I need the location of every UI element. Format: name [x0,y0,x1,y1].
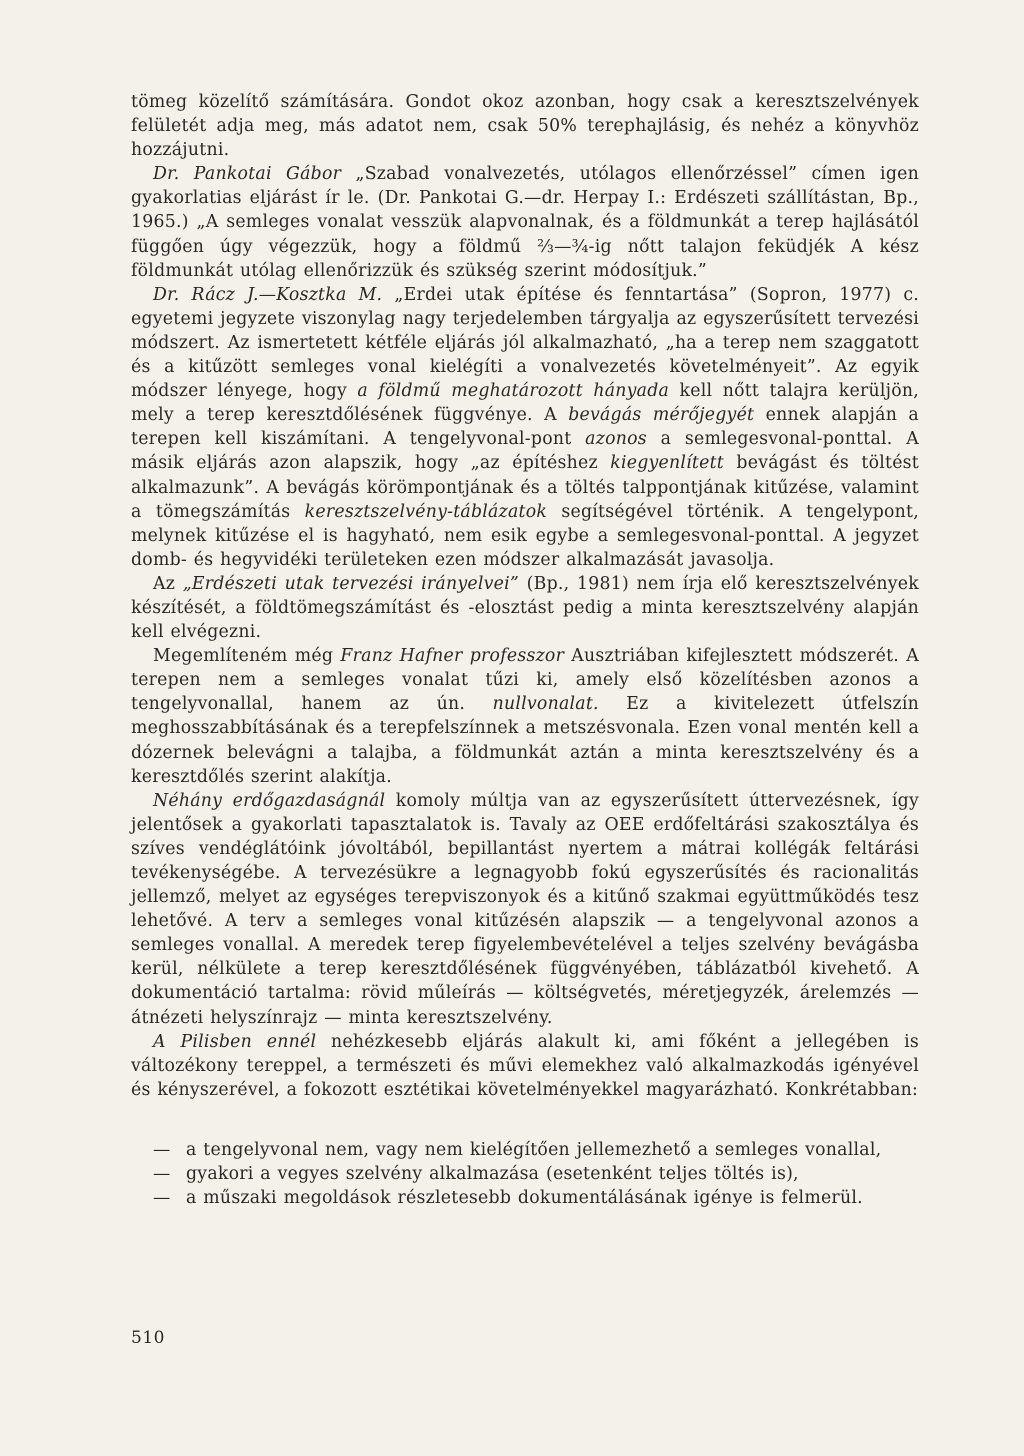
list-item [131,1138,919,1162]
paragraph: Megemlíteném még Franz Hafner professzor Ausztriában kifejlesztett módszerét. A terepen nem a semleges vonalat tűzi ki, amely első közelítésben azonos a tengelyvonallal, hanem az ún. nullvonalat. Ez a kivitelezett útfelszín meghosszabbításának és a terepfelszínnek a metszésvonala. Ezen vonal mentén kell a dózernek belevágni a talajba, a földmunkát aztán a minta keresztszelvény és a keresztdőlés szerint alakítja. [131,646,919,787]
list-item-text: a műszaki megoldások részletesebb dokumentálásának igénye is felmerül. [186,1188,863,1209]
page-number: 510 [131,1328,165,1348]
list-dash: — [153,1188,171,1209]
list-item [131,1162,919,1186]
paragraph: Az „Erdészeti utak tervezési irányelvei” (Bp., 1981) nem írja elő keresztszelvények készítését, a földtömegszámítást és -elosztást pedig a minta keresztszelvény alapján kell elvégezni. [131,573,920,643]
list-item [131,1186,919,1210]
body-text [131,90,919,1102]
paragraph: Dr. Pankotai Gábor „Szabad vonalvezetés, utólagos ellenőrzéssel” címen igen gyakorlatias eljárást ír le. (Dr. Pankotai G.—dr. Herpay I.: Erdészeti szállítástan, Bp., 1965.) „A semleges vonalat vesszük alapvonalnak, és a földmunkát a terep hajlásától függően úgy végezzük, hogy a földmű ⅔—¾-ig nőtt talajon feküdjék A kész földmunkát utólag ellenőrizzük és szükség szerint módosítjuk.” [131,164,920,281]
dash-list [131,1138,919,1210]
list-item-text: a tengelyvonal nem, vagy nem kielégítően jellemezhető a semleges vonallal, [186,1139,882,1160]
list-dash: — [153,1164,171,1185]
list-dash: — [153,1139,171,1160]
paragraph: tömeg közelítő számítására. Gondot okoz azonban, hogy csak a keresztszelvények felületét adja meg, más adatot nem, csak 50% terephajlásig, és nehéz a könyvhöz hozzájutni. [131,92,919,161]
list-item-text: gyakori a vegyes szelvény alkalmazása (esetenként teljes töltés is), [186,1164,799,1185]
paragraph: Dr. Rácz J.—Kosztka M. „Erdei utak építése és fenntartása” (Sopron, 1977) c. egyetemi jegyzete viszonylag nagy terjedelemben tárgyalja az egyszerűsített tervezési módszert. Az ismertetett kétféle eljárás jól alkalmazható, „ha a terep nem szaggatott és a kitűzött semleges vonal kielégíti a vonalvezetés követelményeit”. Az egyik módszer lényege, hogy a földmű meghatározott hányada kell nőtt talajra kerüljön, mely a terep keresztdőlésének függvénye. A bevágás mérőjegyét ennek alapján a terepen kell kiszámítani. A tengelyvonal-pont azonos a semlegesvonal-ponttal. A másik eljárás azon alapszik, hogy „az építéshez kiegyenlített bevágást és töltést alkalmazunk”. A bevágás körömpontjának és a töltés talppontjának kitűzése, valamint a tömegszámítás keresztszelvény-táblázatok segítségével történik. A tengelypont, melynek kitűzése el is hagyható, nem esik egybe a semlegesvonal-ponttal. A jegyzet domb- és hegyvidéki területeken ezen módszer alkalmazását javasolja. [131,284,919,570]
paragraph: A Pilisben ennél nehézkesebb eljárás alakult ki, ami főként a jellegében is változékony tereppel, a természeti és művi elemekhez való alkalmazkodás igényével és kényszerével, a fokozott esztétikai követelményekkel magyarázható. Konkrétabban: [131,1031,919,1100]
paragraph: Néhány erdőgazdaságnál komoly múltja van az egyszerűsített úttervezésnek, így jelentősek a gyakorlati tapasztalatok is. Tavaly az OEE erdőfeltárási szakosztálya és szíves vendéglátóink jóvoltából, bepillantást nyertem a mátrai kollégák feltárási tevékenységébe. A tervezésükre a legnagyobb fokú egyszerűsítés és racionalitás jellemző, melyet az egységes terepviszonyok és a kitűnő szakmai együttműködés tesz lehetővé. A terv a semleges vonal kitűzésén alapszik — a tengelyvonal azonos a semleges vonallal. A meredek terep figyelembevételével a teljes szelvény bevágásba kerül, nélkülete a terep keresztdőlésének függvényében, táblázatból kivehető. A dokumentáció tartalma: rövid műleírás — költségvetés, méretjegyzék, árelemzés — átnézeti helyszínrajz — minta keresztszelvény. [131,790,919,1028]
list-spacing [131,1102,919,1138]
